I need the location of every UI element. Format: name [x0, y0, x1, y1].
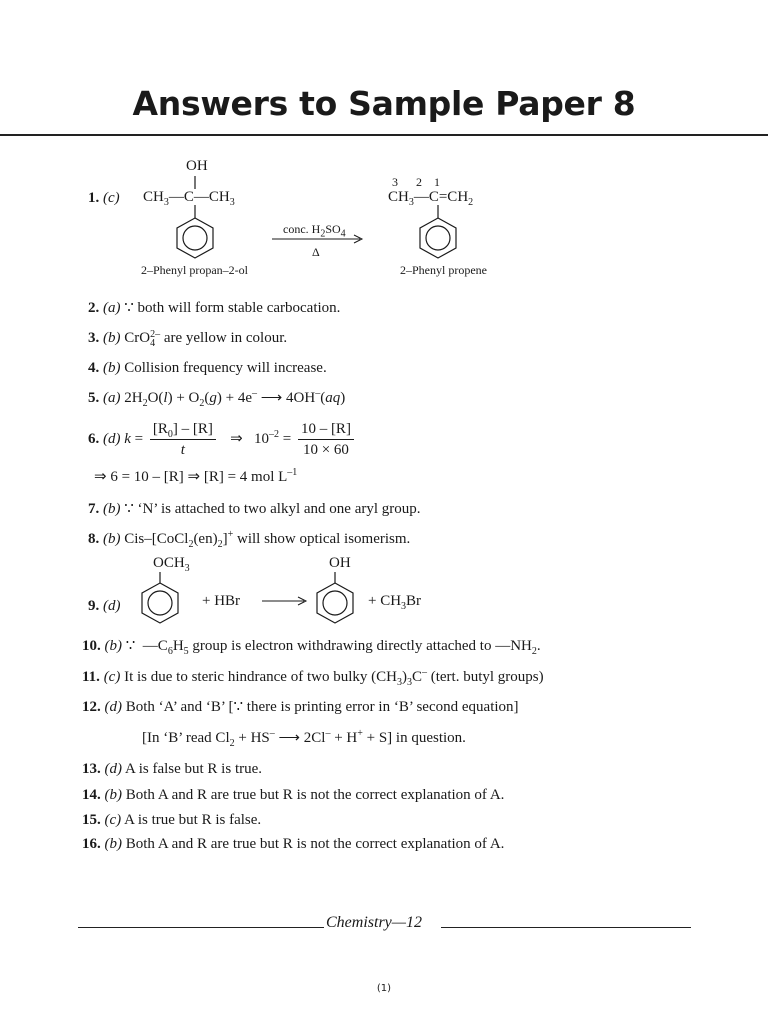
footer-rule-left [78, 927, 324, 928]
q1-structures [0, 0, 768, 300]
oh-label-2: OH [329, 555, 351, 571]
answer-11: 11. (c) It is due to steric hindrance of two bulky $(CH_3)_3C^-$ (tert. butyl groups) [82, 667, 544, 688]
answer-8: 8. (b) Cis–$[CoCl_2(en)_2]^+$ will show optical isomerism. [88, 529, 411, 550]
carbon-numbering: 3 2 1 [392, 175, 440, 189]
answer-3: 3. (b) CrO 2– 4 are yellow in colour. [88, 328, 288, 349]
product-name: 2–Phenyl propene [400, 263, 487, 277]
answer-10: 10. (b) ∵ $—C_6H_5$ group is electron withdrawing directly attached to $—NH_2$. [82, 638, 541, 657]
answer-6-continued: ⇒ 6 = 10 – [R] ⇒ [R] = 4 mol $L^{-1}$ [94, 467, 298, 485]
answer-12-continued: [In ‘B’ read $Cl_2 + HS^-$ ⟶ 2Cl– + H+ + S] in question. [142, 728, 466, 749]
page-number: (1) [376, 983, 392, 994]
answer-9: 9. (d) [88, 598, 121, 614]
answer-13: 13. (d) A is false but R is true. [82, 761, 263, 777]
reactant-name: 2–Phenyl propan–2-ol [141, 263, 248, 277]
product-formula: $CH_3—C=CH_2$ [388, 189, 474, 208]
answer-option: (c) [103, 190, 120, 206]
heat-symbol: Δ [312, 245, 320, 259]
answer-6: 6. (d) k = $\frac{[R_0] - [R]}{t}$ ⇒ $10^{-2}$ = $\frac{10 - [R]}{10 \times 60}$ [88, 420, 357, 459]
reagent-label: conc. $H_2SO_4$ [283, 222, 346, 240]
answer-15: 15. (c) A is true but R is false. [82, 812, 262, 828]
answer-14: 14. (b) Both A and R are true but R is not the correct explanation of A. [82, 787, 505, 803]
answer-16: 16. (b) Both A and R are true but R is not the correct explanation of A. [82, 836, 505, 852]
page-title: Answers to Sample Paper 8 [132, 84, 636, 123]
ch3br-label: + $CH_3Br$ [368, 593, 422, 612]
q9-structures [0, 560, 768, 630]
hbr-label: + HBr [202, 593, 241, 609]
answer-12: 12. (d) Both ‘A’ and ‘B’ [∵ there is printing error in ‘B’ second equation] [82, 699, 519, 715]
och3-label: $OCH_3$ [153, 555, 190, 574]
answer-4: 4. (b) Collision frequency will increase. [88, 360, 327, 376]
answer-number: 1. [88, 190, 100, 206]
footer-rule-right [441, 927, 691, 928]
oh-label: OH [186, 158, 208, 174]
answer-5: 5. (a) $2H_2O(l) + O_2(g) + 4e^-$ ⟶ 4OH–(aq) [88, 388, 346, 409]
reactant-formula: $CH_3—C—CH_3$ [143, 189, 235, 208]
answer-7: 7. (b) ∵ ‘N’ is attached to two alkyl and one aryl group. [88, 501, 421, 517]
footer-title: Chemistry—12 [326, 914, 422, 931]
answer-2: 2. (a) ∵ both will form stable carbocation. [88, 300, 341, 316]
